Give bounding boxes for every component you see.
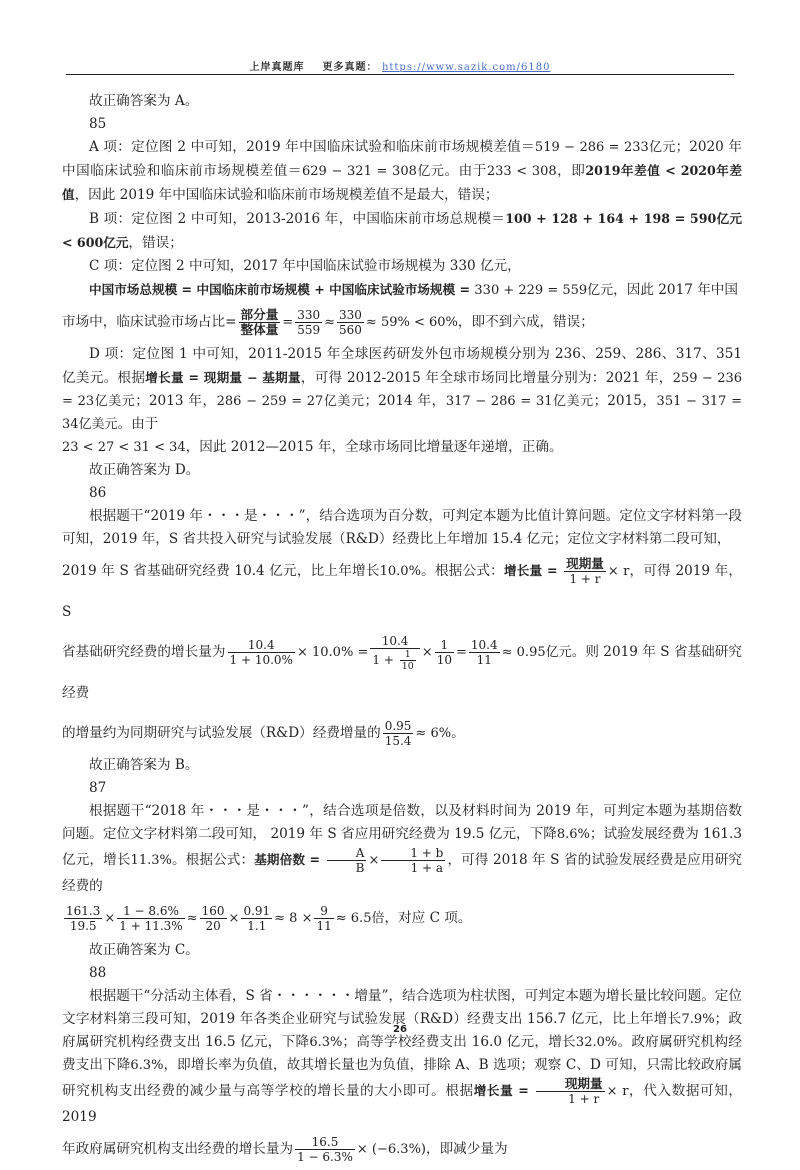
option-c-analysis: C 项：定位图 2 中可知，2017 年中国临床试验市场规模为 330 亿元， xyxy=(89,258,521,274)
option-c-ratio: 市场中，临床试验市场占比= $\frac{\text{部分量}}{\text{整体量}}$ = $\frac{330}{559}$ ≈ $\frac{330}{560}$ ≈ 59% < 60%，即不到六成，错误； xyxy=(62,307,594,337)
q87-calculation: $\frac{161.3}{19.5}$ × $\frac{1 - 8.6\%}{1 + 11.3\%}$ ≈ $\frac{160}{20}$ × $\frac{0.91}{1.1}$ ≈ 8 × $\frac{9}{11}$ ≈ 6.5倍，对应 C 项。 xyxy=(66,904,472,933)
q87-analysis: 根据题干“2018 年・・・是・・・”，结合选项是倍数，以及材料时间为 2019 年，可判定本题为基期倍数问题。定位文字材料第二段可知， 2019 年 S 省应用研究经费为 19.5 亿元，下降8.6%；试验发展经费为 161.3 亿元，增长11.3%。根据公式：基期倍数 = $\frac{A}{B}$ × $\frac{1 + b}{1 + a}$ ，可得 2018 年 S 省的试验发展经费是应用研究经费的 xyxy=(62,803,743,894)
option-c-formula: 中国市场总规模 = 中国临床前市场规模 + 中国临床试验市场规模 = 330 + 229 = 559亿元，因此 2017 年中国 xyxy=(89,282,738,298)
q86-result: 的增量约为同期研究与试验发展（R&D）经费增量的 $\frac{0.95}{15.4}$ ≈ 6%。 xyxy=(62,719,465,748)
header-link[interactable]: https://www.sazik.com/6180 xyxy=(381,62,551,73)
page-header xyxy=(0,58,800,74)
answer-line: 故正确答案为 D。 xyxy=(89,462,200,478)
header-divider xyxy=(66,74,734,75)
q86-formula: 2019 年 S 省基础研究经费 10.4 亿元，比上年增长10.0%。根据公式：增长量 = $\frac{\text{现期量}}{1 + r}$ × r，可得 2019 年，S xyxy=(62,556,742,620)
q88-calculation: 年政府属研究机构支出经费的增长量为 $\frac{16.5}{1 - 6.3\%}$ × (−6.3%)，即减少量为 xyxy=(62,1135,508,1164)
option-b-analysis: B 项：定位图 2 中可知，2013-2016 年，中国临床前市场总规模＝100 + 128 + 164 + 198 = 590亿元 < 600亿元，错误； xyxy=(62,211,742,251)
q86-analysis: 根据题干“2019 年・・・是・・・”，结合选项为百分数，可判定本题为比值计算问题。定位文字材料第一段可知，2019 年，S 省共投入研究与试验发展（R&D）经费比上年增加 15.4 亿元；定位文字材料第二段可知， xyxy=(62,508,742,547)
question-number: 87 xyxy=(89,780,107,796)
header-brand: 上岸真题库 xyxy=(249,62,305,73)
question-number: 86 xyxy=(89,485,107,501)
q88-analysis: 根据题干“分活动主体看，S 省・・・・・・增量”，结合选项为柱状图，可判定本题为增长量比较问题。定位文字材料第三段可知，2019 年各类企业研究与试验发展（R&D）经费支出 156.7 亿元，比上年增长7.9%；政府属研究机构经费支出 16.5 亿元，下降6.3%；高等学校经费支出 16.0 亿元，增长32.0%。政府属研究机构经费支出下降6.3%，即增长率为负值，故其增长量也为负值，排除 A、B 选项；观察 C、D 可知，只需比较政府属研究机构支出经费的减少量与高等学校的增长量的大小即可。根据增长量 = $\frac{\text{现期量}}{1 + r}$ × r，代入数据可知，2019 xyxy=(62,988,743,1125)
page-number: 26 xyxy=(393,1024,407,1035)
option-d-analysis: D 项：定位图 1 中可知，2011-2015 年全球医药研发外包市场规模分别为 236、259、286、317、351 亿美元。根据增长量 = 现期量 − 基期量，可得 2012-2015 年全球市场同比增量分别为：2021 年，259 − 236 = 23亿美元；2013 年，286 − 259 = 27亿美元；2014 年，317 − 286 = 31亿美元；2015，351 − 317 = 34亿美元。由于 23 < 27 < 31 < 34，因此 2012—2015 年，全球市场同比增量逐年递增，正确。 xyxy=(62,346,743,455)
answer-line: 故正确答案为 C。 xyxy=(89,942,199,958)
page-content xyxy=(62,90,742,1170)
question-number: 88 xyxy=(89,965,107,981)
header-more-label: 更多真题： xyxy=(322,62,378,73)
option-a-analysis: A 项：定位图 2 中可知，2019 年中国临床试验和临床前市场规模差值＝519 − 286 = 233亿元；2020 年中国临床试验和临床前市场规模差值＝629 − 321 = 308亿元。由于233 < 308，即2019年差值 < 2020年差值，因此 2019 年中国临床试验和临床前市场规模差值不是最大，错误； xyxy=(62,139,743,203)
answer-line: 故正确答案为 B。 xyxy=(89,757,199,773)
q86-calculation: 省基础研究经费的增长量为 $\frac{10.4}{1 + 10.0\%}$ × 10.0% = 10.4 1 + $\frac{1}{10}$ × $\frac{1}{10}$ = $\frac{10.4}{11}$ ≈ 0.95亿元。则 2019 年 S 省基础研究经费 xyxy=(62,633,742,701)
answer-line: 故正确答案为 A。 xyxy=(89,93,199,109)
question-number: 85 xyxy=(89,116,107,132)
